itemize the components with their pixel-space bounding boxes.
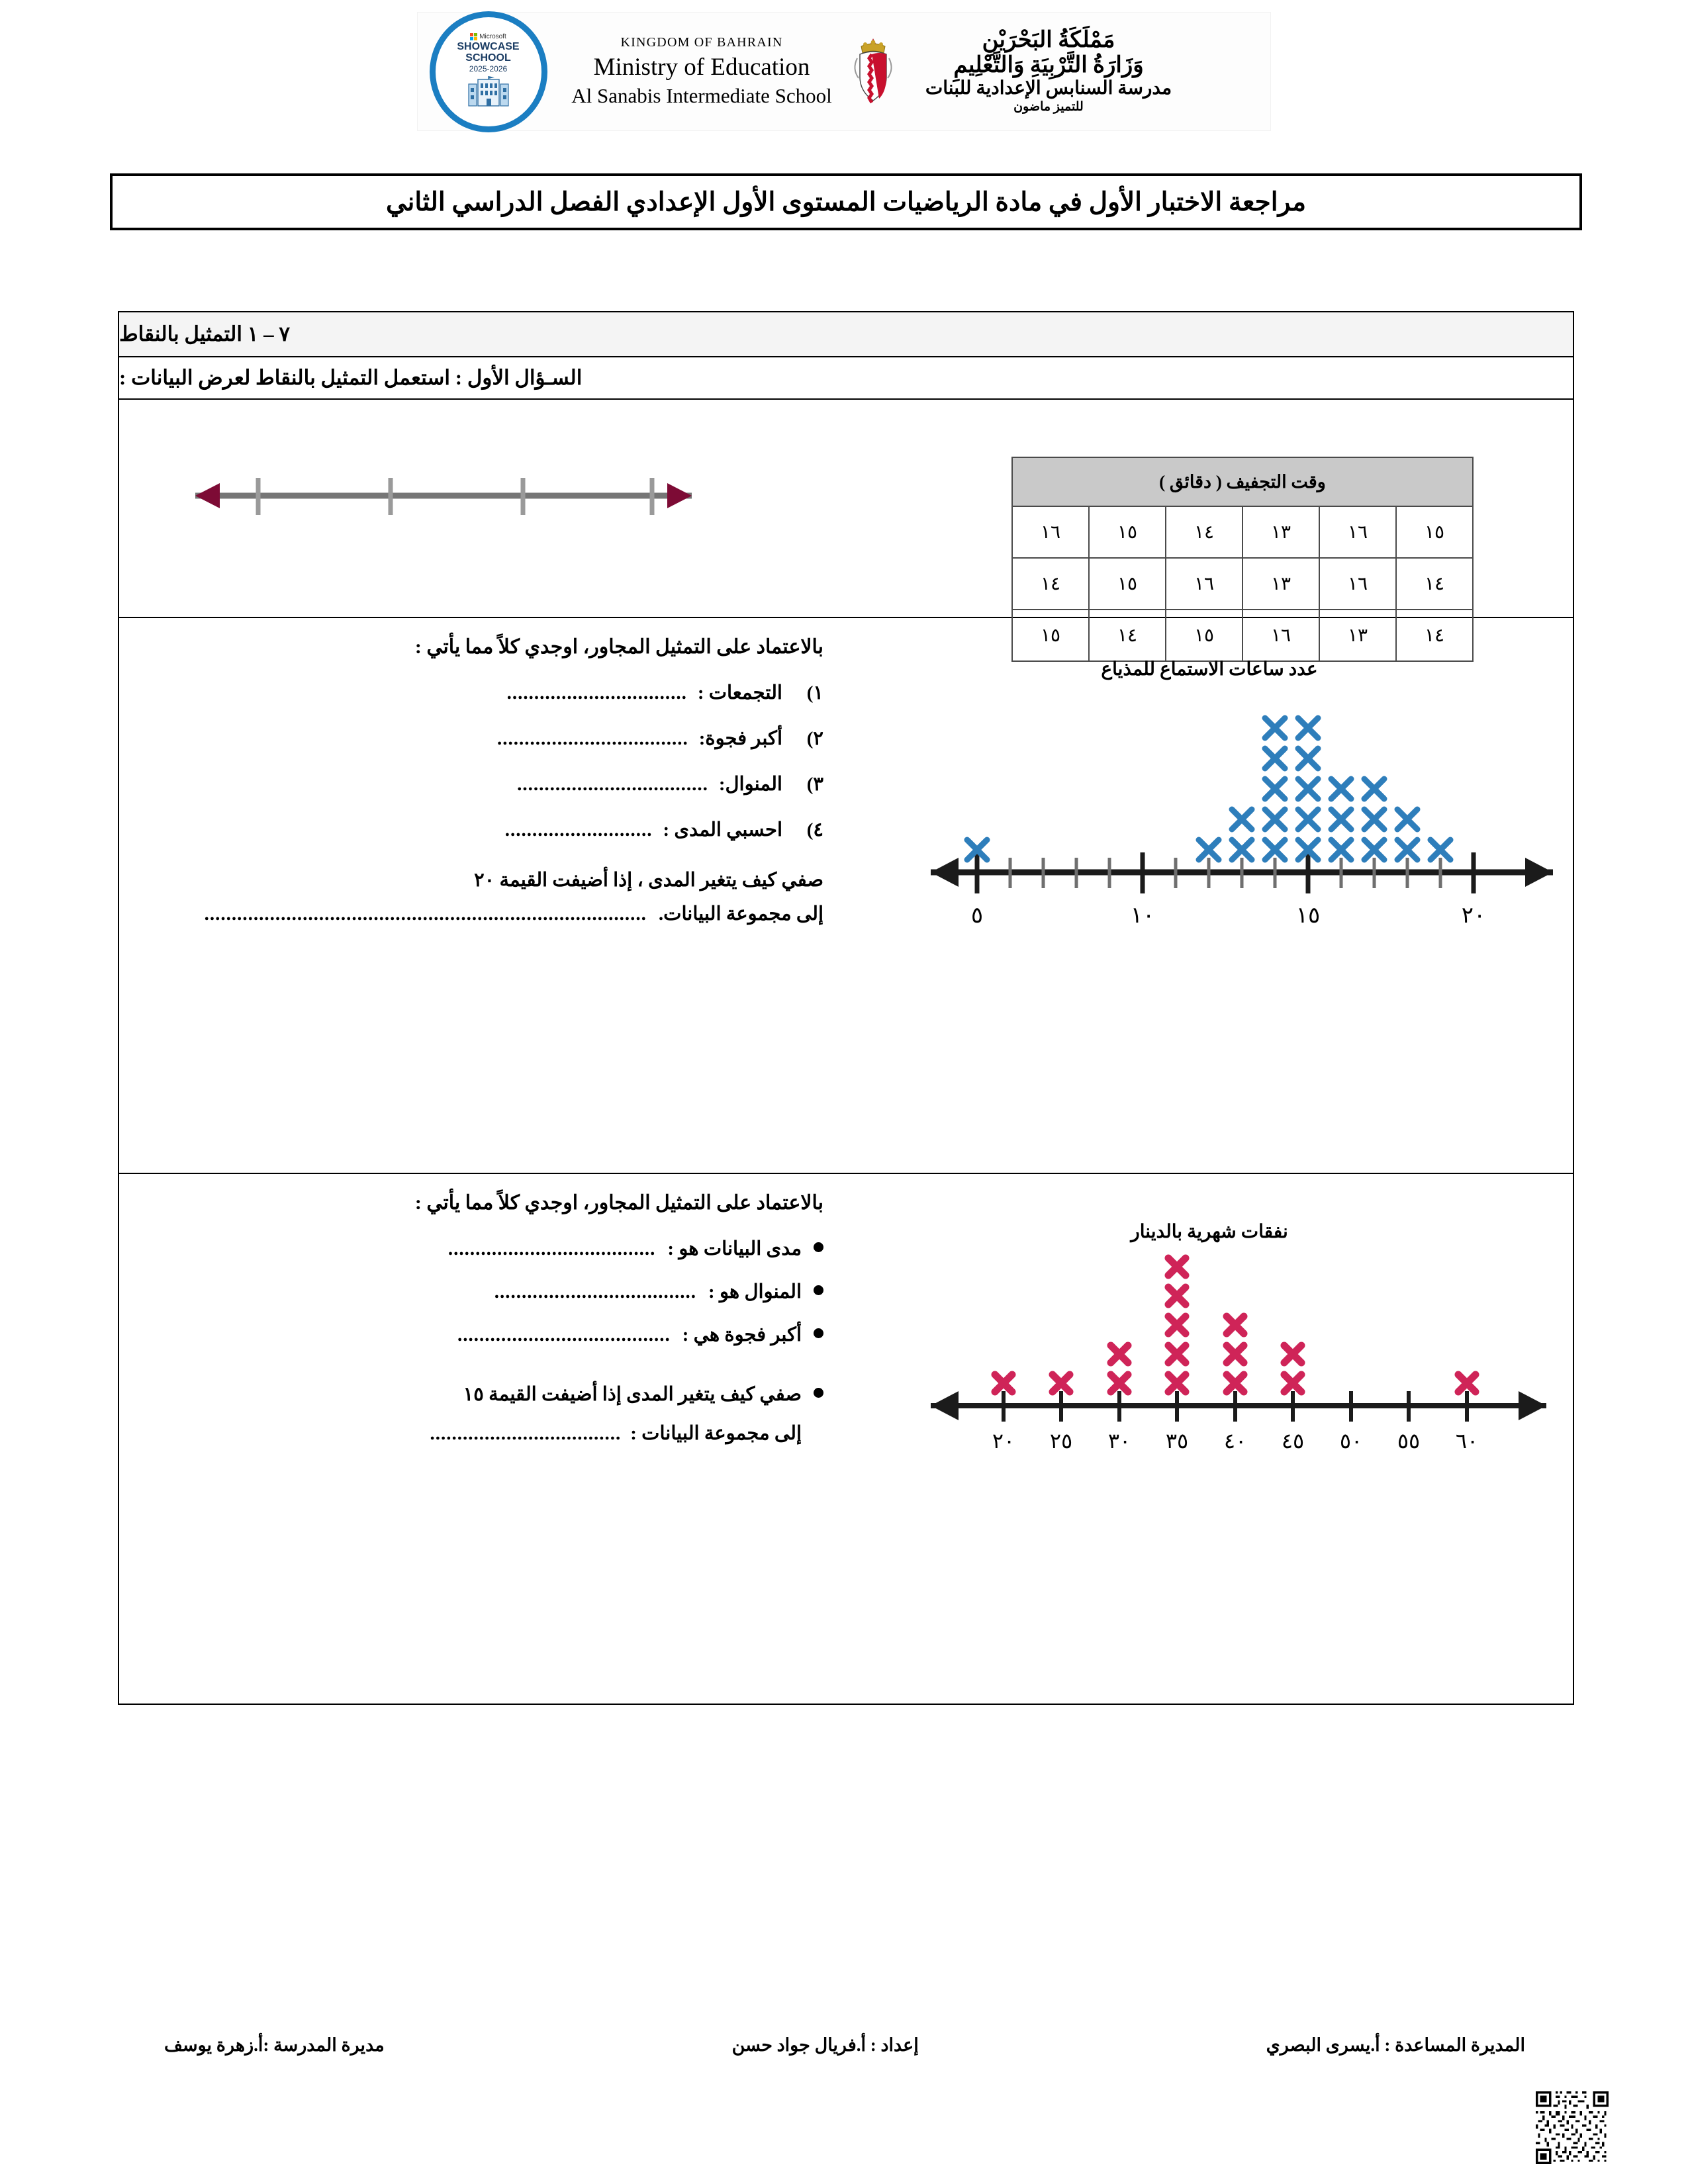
question1-body-row [119,400,1573,646]
section-heading: ٧ – ١ التمثيل بالنقاط [119,322,291,345]
table-cell: ١٥ [1089,506,1166,558]
svg-text:٥٠: ٥٠ [1339,1429,1363,1453]
question-label: أكبر فجوة: [698,728,782,749]
footer-assistant-principal: المديرة المساعدة : أ.يسرى البصري [1266,2034,1525,2055]
expenses-plot-canvas [884,1252,1573,1451]
table-cell: ١٦ [1166,558,1243,610]
expenses-plot-markers [995,1258,1476,1392]
ministry-of-education-ar: وَزَارَةُ التَّرْبِيَةِ وَالتَّعْلِيمِ [953,53,1144,78]
microsoft-label: Microsoft [479,32,506,40]
answer-blank[interactable]: ................................. [506,682,687,704]
radio-tick-label-10: ١٠ [1130,903,1155,928]
table-cell: ١٦ [1319,506,1396,558]
footer-principal: مديرة المدرسة :أ.زهرة يوسف [164,2034,385,2055]
question1-right-pane [119,400,846,617]
microsoft-logo [470,33,506,40]
question2-body-row [119,618,1573,1174]
bullet-icon [814,1328,823,1338]
bullet-icon [814,1242,823,1252]
question2-note-line2 [132,897,823,931]
question2-item-list [132,681,823,841]
svg-text:٢٠: ٢٠ [992,1429,1015,1453]
svg-text:٤٠: ٤٠ [1223,1429,1247,1453]
question3-last-prefix: إلى مجموعة البيانات : [630,1422,802,1444]
question-label: مدى البيانات هو : [667,1238,802,1259]
footer-prepared-by: إعداد : أ.فريال جواد حسن [731,2034,919,2055]
table-cell: ١٤ [1012,558,1089,610]
question-item [132,818,823,841]
school-name-ar: مدرسة السنابس الإعدادية للبنات [925,77,1172,99]
table-cell: ١٤ [1089,610,1166,661]
expenses-plot-title: نفقات شهرية بالدينار [1131,1222,1288,1242]
svg-text:٤٥: ٤٥ [1281,1429,1305,1453]
answer-blank[interactable]: ....................................... [457,1324,671,1345]
radio-listening-dot-plot [846,658,1573,928]
ministry-of-education-en: Ministry of Education [593,54,810,81]
question1-left-pane [846,400,1573,646]
question2-chart-pane [846,618,1573,1173]
question2-note [132,864,823,931]
question-label: التجمعات : [697,682,782,704]
question-item [132,727,823,750]
question-label: المنوال: [718,774,782,795]
question2-intro: بالاعتماد على التمثيل المجاور، اوجدي كلاً مما يأتي : [414,636,823,658]
ministry-arabic-block [902,28,1191,114]
radio-plot-title: عدد ساعات الاستماع للمذياع [1101,659,1318,680]
bullet-icon [814,1388,823,1398]
expenses-plot-svg [884,1252,1573,1451]
table-cell: ١٣ [1319,610,1396,661]
table-cell: ١٤ [1166,506,1243,558]
radio-plot-svg [884,692,1573,928]
question-item [132,772,823,796]
table-cell: ١٦ [1319,558,1396,610]
table-cell: ١٥ [1166,610,1243,661]
table-row [1012,506,1473,558]
question3-intro: بالاعتماد على التمثيل المجاور، اوجدي كلاً مما يأتي : [414,1192,823,1214]
question2-note-prefix: إلى مجموعة البيانات. [658,903,823,925]
table-cell: ١٦ [1243,610,1319,661]
table-cell: ١٣ [1243,506,1319,558]
kingdom-of-bahrain-ar: مَمْلَكَةُ البَحْرَيْنِ [982,28,1115,53]
table-cell: ١٥ [1396,506,1473,558]
question-number: ٤) [806,819,823,841]
worksheet-title: مراجعة الاختبار الأول في مادة الرياضيات المستوى الأول الإعدادي الفصل الدراسي الثاني [385,187,1307,216]
school-name-en: Al Sanabis Intermediate School [571,84,832,107]
monthly-expenses-dot-plot [846,1220,1573,1451]
radio-plot-markers [967,718,1450,860]
question3-chart-pane [846,1174,1573,1704]
svg-text:٢٥: ٢٥ [1049,1429,1073,1453]
question-item [132,1280,823,1303]
question2-note-line1: صفي كيف يتغير المدى ، إذا أضيفت القيمة ٢٠ [474,870,823,891]
question2-questions-pane [119,618,846,1173]
question3-last-line1: صفي كيف يتغير المدى إذا أضيفت القيمة ١٥ [463,1384,802,1405]
kingdom-of-bahrain-en: KINGDOM OF BAHRAIN [620,35,783,50]
radio-tick-label-20: ٢٠ [1461,903,1486,928]
question-label: أكبر فجوة هي : [682,1324,802,1345]
question3-item-list [132,1237,823,1346]
table-cell: ١٤ [1396,558,1473,610]
radio-plot-canvas [884,692,1573,928]
showcase-line2: SCHOOL [465,52,511,64]
answer-blank[interactable]: ...................................... [447,1238,656,1259]
bahrain-national-emblem-icon [844,36,902,107]
question1-heading: السـؤال الأول : استعمل التمثيل بالنقاط لعرض البيانات : [119,366,583,389]
answer-blank[interactable]: ................................... [517,774,708,795]
school-building-icon [468,76,509,110]
showcase-line1: SHOWCASE [457,40,520,52]
svg-text:٣٥: ٣٥ [1165,1429,1189,1453]
table-row [1012,558,1473,610]
blank-number-line [159,459,728,535]
worksheet-title-box [110,173,1582,230]
table-cell: ١٤ [1396,610,1473,661]
question-item [132,1237,823,1260]
worksheet-body [118,311,1574,1705]
radio-tick-label-5: ٥ [970,903,984,928]
answer-blank[interactable]: ........................... [504,819,653,841]
question2-note-answer-blank[interactable]: ................................................................................. [204,903,647,925]
question3-questions-pane [119,1174,846,1704]
section-heading-row [119,312,1573,357]
question-item [132,1323,823,1346]
svg-text:٦٠: ٦٠ [1455,1429,1479,1453]
question-label: احسبي المدى : [663,819,782,841]
data-table-header: وقت التجفيف ( دقائق ) [1012,457,1473,506]
question3-last-line2 [430,1417,802,1451]
question-label: المنوال هو : [708,1281,802,1302]
question3-body-row [119,1174,1573,1704]
question1-heading-row [119,357,1573,400]
qr-code [1536,2091,1609,2164]
school-motto-ar: للتميز ماضون [1013,99,1084,114]
svg-text:٣٠: ٣٠ [1107,1429,1131,1453]
svg-text:٥٥: ٥٥ [1397,1429,1421,1453]
table-cell: ١٣ [1243,558,1319,610]
page-footer [118,2025,1571,2065]
table-cell: ١٥ [1012,610,1089,661]
question3-last-answer-blank[interactable]: ................................... [430,1422,622,1444]
question-number: ٣) [806,774,823,795]
question-number: ١) [806,682,823,704]
question-number: ٢) [806,728,823,749]
question3-last-item [132,1378,823,1451]
bullet-icon [814,1285,823,1295]
microsoft-showcase-school-badge [417,15,559,128]
ministry-english-block [559,35,844,108]
showcase-years: 2025-2026 [469,64,508,74]
school-letterhead [417,12,1271,131]
answer-blank[interactable]: ..................................... [494,1281,697,1302]
question-item [132,681,823,704]
radio-tick-label-15: ١٥ [1295,903,1321,928]
table-cell: ١٦ [1012,506,1089,558]
table-cell: ١٥ [1089,558,1166,610]
answer-blank[interactable]: ................................... [496,728,688,749]
